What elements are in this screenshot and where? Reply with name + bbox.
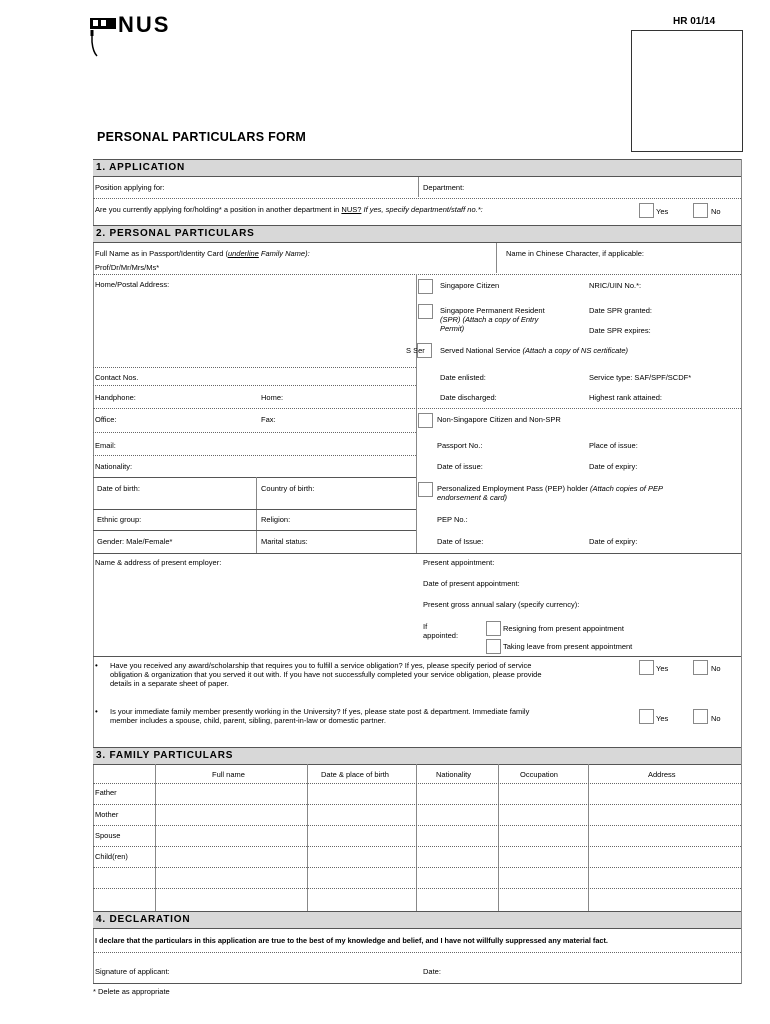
divider (307, 764, 308, 912)
yes-label: Yes (656, 664, 669, 673)
date-issue-label: Date of issue: (437, 462, 483, 471)
nationality-label: Nationality: (95, 462, 133, 471)
section-family-header (93, 747, 741, 765)
divider (256, 477, 257, 554)
no-label: No (711, 207, 721, 216)
other-dept-yes-checkbox[interactable] (639, 203, 654, 218)
pep-no-label: PEP No.: (437, 515, 468, 524)
gender-label: Gender: Male/Female* (97, 537, 173, 546)
place-issue-label: Place of issue: (589, 441, 638, 450)
col-nationality: Nationality (436, 770, 472, 779)
spr-label-3: Permit) (440, 324, 465, 333)
logo (88, 14, 213, 60)
pep-label-1: Personalized Employment Pass (PEP) holder (Attach copies of PEP (437, 484, 663, 493)
col-occupation: Occupation (520, 770, 558, 779)
leave-checkbox[interactable] (486, 639, 501, 654)
cob-label: Country of birth: (261, 484, 315, 493)
yes-label: Yes (656, 714, 669, 723)
spr-label-2: (SPR) (Attach a copy of Entry (440, 315, 539, 324)
declaration-statement: I declare that the particulars in this application are true to the best of my knowledge and belief, and I have not willfully suppressed any material fact. (95, 936, 608, 945)
department-label: Department: (423, 183, 465, 192)
signature-label: Signature of applicant: (95, 967, 170, 976)
divider (93, 455, 416, 456)
divider (93, 385, 416, 386)
handphone-label: Handphone: (95, 393, 136, 402)
divider (93, 408, 741, 409)
ns-mark: S Ser (406, 346, 425, 355)
singapore-citizen-checkbox[interactable] (418, 279, 433, 294)
page-title: PERSONAL PARTICULARS FORM (97, 130, 307, 144)
appointed-label: appointed: (423, 631, 459, 640)
footnote: * Delete as appropriate (93, 987, 170, 996)
ethnic-label: Ethnic group: (97, 515, 142, 524)
award-no-checkbox[interactable] (693, 660, 708, 675)
pep-checkbox[interactable] (418, 482, 433, 497)
divider (93, 952, 741, 953)
ns-checkbox-frame[interactable] (417, 343, 432, 358)
col-full-name: Full name (212, 770, 245, 779)
passport-label: Passport No.: (437, 441, 483, 450)
pep-issue-label: Date of Issue: (437, 537, 484, 546)
enlisted-label: Date enlisted: (440, 373, 486, 382)
date-label: Date: (423, 967, 441, 976)
logo-text: NUS (118, 12, 171, 37)
col-dob-place: Date & place of birth (321, 770, 389, 779)
employer-label: Name & address of present employer: (95, 558, 222, 567)
row-father: Father (95, 788, 117, 797)
divider (418, 177, 419, 197)
divider (93, 477, 416, 478)
nric-label: NRIC/UIN No.*: (589, 281, 642, 290)
singapore-citizen-label: Singapore Citizen (440, 281, 500, 290)
email-label: Email: (95, 441, 116, 450)
section-title: 2. PERSONAL PARTICULARS (96, 228, 255, 239)
religion-label: Religion: (261, 515, 291, 524)
section-title: 4. DECLARATION (96, 914, 191, 925)
divider (93, 198, 741, 199)
photo-box (631, 30, 743, 152)
col-address: Address (648, 770, 676, 779)
section-title: 1. APPLICATION (96, 162, 185, 173)
divider (93, 783, 741, 784)
ns-label: Served National Service (Attach a copy of NS certificate) (440, 346, 629, 355)
divider (93, 804, 741, 805)
section-application-header (93, 159, 741, 177)
family-yes-checkbox[interactable] (639, 709, 654, 724)
bullet: • (95, 661, 98, 670)
chinese-name-label: Name in Chinese Character, if applicable: (506, 249, 644, 258)
family-no-checkbox[interactable] (693, 709, 708, 724)
salary-label: Present gross annual salary (specify currency): (423, 600, 580, 609)
spr-label-1: Singapore Permanent Resident (440, 306, 545, 315)
divider (416, 764, 417, 912)
divider (93, 509, 416, 510)
family-question-1: Is your immediate family member presently working in the University? If yes, please state post & department. Immediate family (110, 707, 530, 716)
rank-label: Highest rank attained: (589, 393, 662, 402)
row-spouse: Spouse (95, 831, 121, 840)
divider (93, 432, 416, 433)
award-yes-checkbox[interactable] (639, 660, 654, 675)
pep-label-2: endorsement & card) (437, 493, 508, 502)
yes-label: Yes (656, 207, 669, 216)
row-mother: Mother (95, 810, 119, 819)
other-department-question: Are you currently applying for/holding* a position in another department in NUS? If yes, specify department/staff no.*: (95, 205, 483, 214)
non-sg-label: Non-Singapore Citizen and Non-SPR (437, 415, 561, 424)
divider (155, 764, 156, 912)
divider (93, 553, 741, 554)
pep-expiry-label: Date of expiry: (589, 537, 638, 546)
date-expiry-label: Date of expiry: (589, 462, 638, 471)
dob-label: Date of birth: (97, 484, 140, 493)
non-sg-checkbox[interactable] (418, 413, 433, 428)
divider (496, 243, 497, 273)
marital-label: Marital status: (261, 537, 308, 546)
section-title: 3. FAMILY PARTICULARS (96, 750, 234, 761)
divider (93, 656, 741, 657)
office-phone-label: Office: (95, 415, 117, 424)
divider (93, 825, 741, 826)
spr-expires-label: Date SPR expires: (589, 326, 651, 335)
divider (416, 274, 417, 554)
award-question-3: details in a separate sheet of paper. (110, 679, 229, 688)
divider (93, 274, 741, 275)
divider (93, 888, 741, 889)
divider (93, 983, 741, 984)
spr-granted-label: Date SPR granted: (589, 306, 652, 315)
salutation-label: Prof/Dr/Mr/Mrs/Ms* (95, 263, 160, 272)
no-label: No (711, 664, 721, 673)
date-present-label: Date of present appointment: (423, 579, 520, 588)
divider (588, 764, 589, 912)
resigning-label: Resigning from present appointment (503, 624, 624, 633)
divider (498, 764, 499, 912)
award-question-2: obligation & organization that you served it out with. If you have not successfully completed your service obligation, please provide (110, 670, 542, 679)
contact-label: Contact Nos. (95, 373, 139, 382)
spr-checkbox[interactable] (418, 304, 433, 319)
no-label: No (711, 714, 721, 723)
other-dept-no-checkbox[interactable] (693, 203, 708, 218)
family-question-2: member includes a spouse, child, parent, sibling, parent-in-law or domestic partner. (110, 716, 386, 725)
leave-label: Taking leave from present appointment (503, 642, 633, 651)
home-phone-label: Home: (261, 393, 284, 402)
divider (93, 846, 741, 847)
award-question-1: Have you received any award/scholarship that requires you to fulfill a service obligation? If yes, please specify period of service (110, 661, 532, 670)
section-personal-header (93, 225, 741, 243)
discharged-label: Date discharged: (440, 393, 497, 402)
bullet: • (95, 707, 98, 716)
service-type-label: Service type: SAF/SPF/SCDF* (589, 373, 692, 382)
fax-label: Fax: (261, 415, 276, 424)
section-declaration-header (93, 911, 741, 929)
divider (93, 530, 416, 531)
divider (93, 867, 741, 868)
divider (93, 367, 416, 368)
present-appt-label: Present appointment: (423, 558, 495, 567)
address-label: Home/Postal Address: (95, 280, 170, 289)
if-label: If (423, 622, 428, 631)
form-code: HR 01/14 (673, 16, 716, 27)
full-name-label: Full Name as in Passport/Identity Card (underline Family Name): (95, 249, 310, 258)
position-label: Position applying for: (95, 183, 165, 192)
row-children: Child(ren) (95, 852, 128, 861)
resigning-checkbox[interactable] (486, 621, 501, 636)
